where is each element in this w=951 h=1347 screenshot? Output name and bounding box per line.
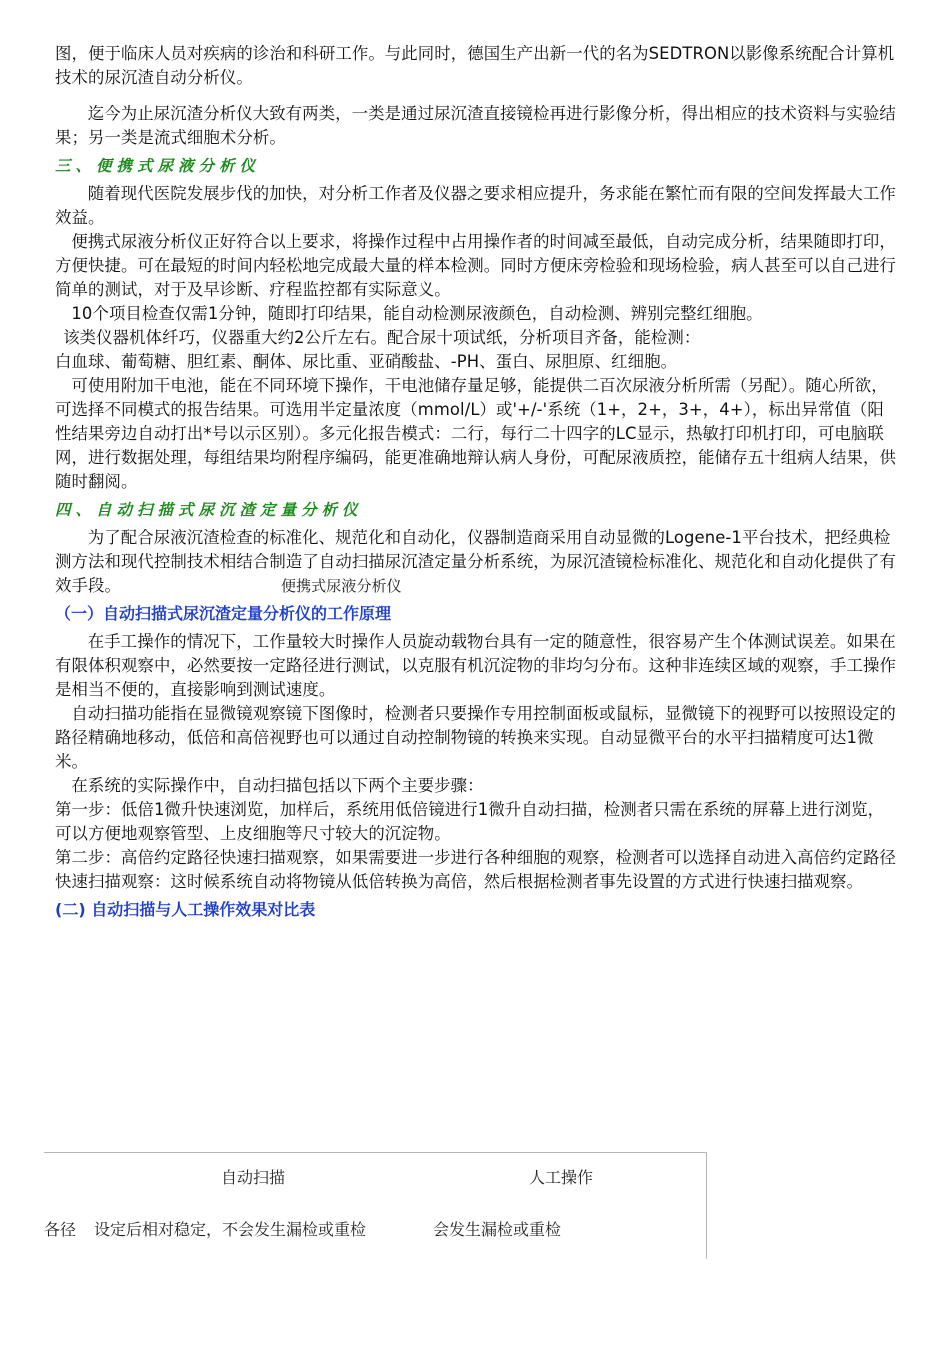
paragraph: 该类仪器机体纤巧，仪器重大约2公斤左右。配合尿十项试纸，分析项目齐备，能检测：	[63, 328, 701, 347]
paragraph: 第二步：高倍约定路径快速扫描观察，如果需要进一步进行各种细胞的观察，检测者可以选择自动进入高倍约定路径快速扫描观察：这时候系统自动将物镜从低倍转换为高倍，然后根据检测者事先设置的方式进行快速扫描观察。	[55, 848, 897, 891]
table-header-auto: 自动扫描	[221, 1168, 286, 1187]
paragraph	[55, 526, 900, 598]
paragraph: 图，便于临床人员对疾病的诊治和科研工作。与此同时，德国生产出新一代的名为SEDTRON以影像系统配合计算机技术的尿沉渣自动分析仪。	[55, 44, 895, 87]
paragraph: 便携式尿液分析仪正好符合以上要求，将操作过程中占用操作者的时间减至最低，自动完成分析，结果随即打印，方便快捷。可在最短的时间内轻松地完成最大量的样本检测。同时方便床旁检验和现场检验，病人甚至可以自己进行简单的测试，对于及早诊断、疗程监控都有实际意义。	[55, 232, 897, 299]
table-row-label: 各径	[44, 1220, 77, 1239]
table-cell-manual: 会发生漏检或重检	[433, 1220, 562, 1239]
comparison-table	[44, 1152, 707, 1259]
paragraph-text: 为了配合尿液沉渣检查的标准化、规范化和自动化，仪器制造商采用自动显微的Logene-1平台技术，把经典检测方法和现代控制技术相结合制造了自动扫描尿沉渣定量分析系统，为尿沉渣镜检标准化、规范化和自动化提供了有效手段。	[55, 528, 897, 595]
paragraph: 迄今为止尿沉渣分析仪大致有两类，一类是通过尿沉渣直接镜检再进行影像分析，得出相应的技术资料与实验结果；另一类是流式细胞术分析。	[55, 104, 896, 147]
section-heading-3: 三、便携式尿液分析仪	[55, 156, 261, 175]
paragraph: 自动扫描功能指在显微镜观察镜下图像时，检测者只要操作专用控制面板或鼠标，显微镜下的视野可以按照设定的路径精确地移动，低倍和高倍视野也可以通过自动控制物镜的转换来实现。自动显微平台的水平扫描精度可达1微米。	[55, 704, 896, 771]
paragraph: 随着现代医院发展步伐的加快，对分析工作者及仪器之要求相应提升，务求能在繁忙而有限的空间发挥最大工作效益。	[55, 184, 896, 227]
sub-heading-2: (二) 自动扫描与人工操作效果对比表	[55, 900, 316, 919]
table-header-manual: 人工操作	[529, 1168, 594, 1187]
paragraph: 可使用附加干电池，能在不同环境下操作，干电池储存量足够，能提供二百次尿液分析所需（另配）。随心所欲，可选择不同模式的报告结果。可选用半定量浓度（mmol/L）或'+/-'系统（1+，2+，3+，4+），标出异常值（阳性结果旁边自动打出*号以示区别）。多元化报告模式：二行，每行二十四字的LC显示，热敏打印机打印，可电脑联网，进行数据处理，每组结果均附程序编码，能更准确地辩认病人身份，可配尿液质控，能储存五十组病人结果，供随时翻阅。	[55, 376, 897, 491]
document-page	[55, 42, 900, 926]
sub-heading-1: （一）自动扫描式尿沉渣定量分析仪的工作原理	[55, 604, 392, 623]
paragraph: 10个项目检查仅需1分钟，随即打印结果，能自动检测尿液颜色，自动检测、辨别完整红细胞。	[71, 304, 763, 323]
paragraph: 在系统的实际操作中，自动扫描包括以下两个主要步骤：	[71, 776, 484, 795]
image-caption: 便携式尿液分析仪	[280, 577, 402, 595]
paragraph: 白血球、葡萄糖、胆红素、酮体、尿比重、亚硝酸盐、-PH、蛋白、尿胆原、红细胞。	[55, 352, 678, 371]
paragraph: 在手工操作的情况下，工作量较大时操作人员旋动载物台具有一定的随意性，很容易产生个体测试误差。如果在有限体积观察中，必然要按一定路径进行测试，以克服有机沉淀物的非均匀分布。这种非连续区域的观察，手工操作是相当不便的，直接影响到测试速度。	[55, 632, 897, 699]
table-cell-auto: 设定后相对稳定，不会发生漏检或重检	[94, 1220, 367, 1239]
paragraph: 第一步：低倍1微升快速浏览，加样后，系统用低倍镜进行1微升自动扫描，检测者只需在系统的屏幕上进行浏览，可以方便地观察管型、上皮细胞等尺寸较大的沉淀物。	[55, 800, 885, 843]
section-heading-4: 四、自动扫描式尿沉渣定量分析仪	[55, 500, 363, 519]
